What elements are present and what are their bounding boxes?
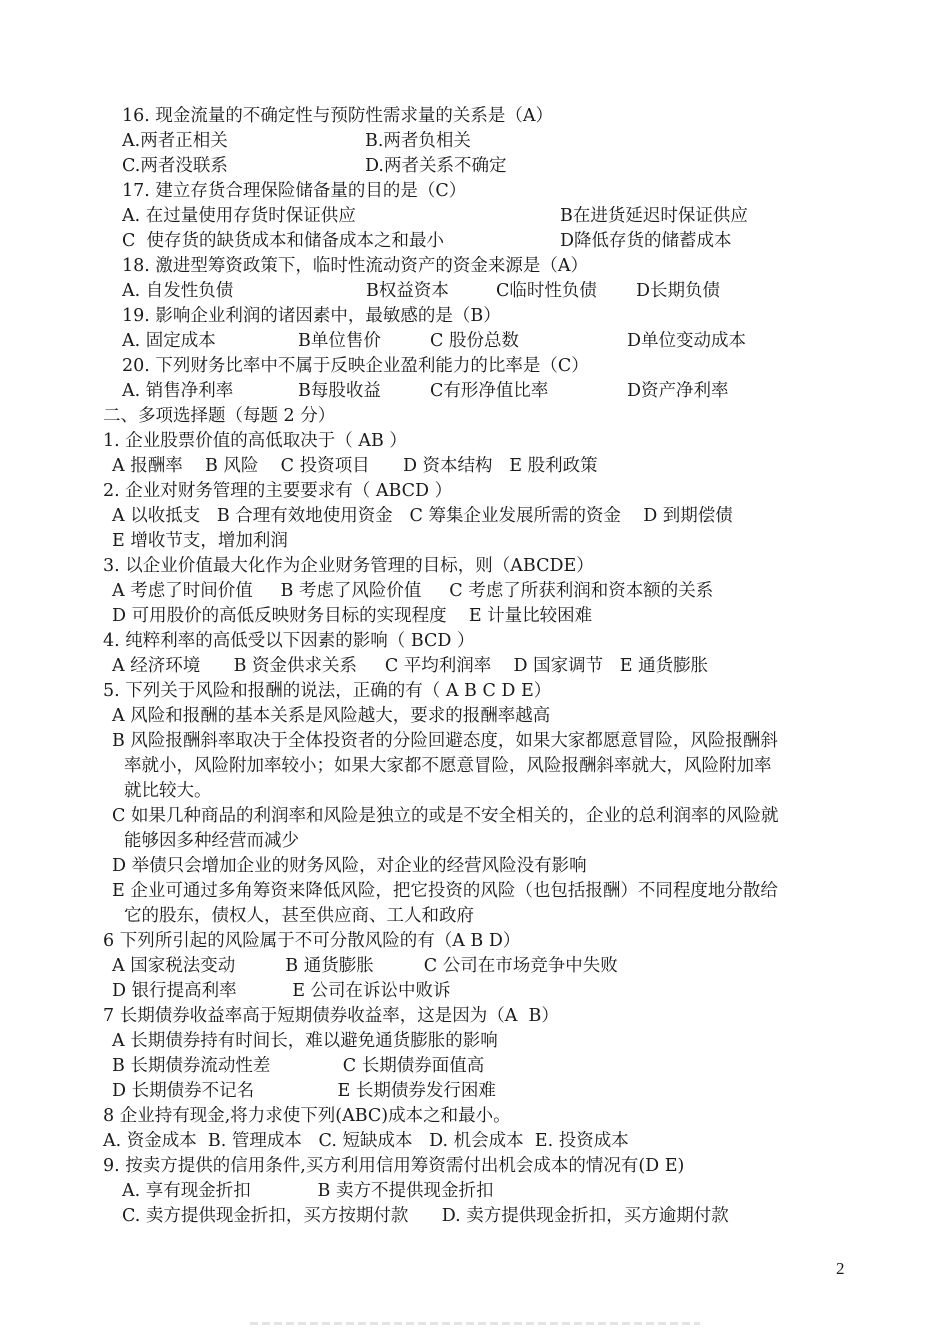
text-line-m5-c1: C 如果几种商品的利润率和风险是独立的或是不安全相关的，企业的总利润率的风险就 — [112, 806, 779, 826]
text-line-sec2: 二、多项选择题（每题 2 分） — [103, 406, 336, 426]
text-line-q19-c: C 股份总数 — [430, 331, 519, 351]
text-line-q17-c: C 使存货的缺货成本和储备成本之和最小 — [122, 231, 445, 251]
text-line-m1-opts: A 报酬率 B 风险 C 投资项目 D 资本结构 E 股利政策 — [112, 456, 598, 476]
text-line-q17-d: D降低存货的储蓄成本 — [560, 231, 732, 251]
text-line-q19-b: B单位售价 — [298, 331, 381, 351]
text-line-q17: 17. 建立存货合理保险储备量的目的是（C） — [122, 181, 467, 201]
text-line-q17-b: B在进货延迟时保证供应 — [560, 206, 748, 226]
text-line-m4: 4. 纯粹利率的高低受以下因素的影响（ BCD ） — [103, 631, 475, 651]
text-line-q18: 18. 激进型筹资政策下，临时性流动资产的资金来源是（A） — [122, 256, 589, 276]
page-number: 2 — [836, 1259, 845, 1278]
text-line-m7: 7 长期债券收益率高于短期债券收益率，这是因为（A B） — [103, 1006, 559, 1026]
text-line-q18-b: B权益资本 — [366, 281, 449, 301]
text-line-q19-a: A. 固定成本 — [122, 331, 216, 351]
text-line-m4-opts: A 经济环境 B 资金供求关系 C 平均利润率 D 国家调节 E 通货膨胀 — [112, 656, 709, 676]
text-line-m3-ab: A 考虑了时间价值 B 考虑了风险价值 C 考虑了所获利润和资本额的关系 — [112, 581, 714, 601]
text-line-q20-b: B每股收益 — [298, 381, 381, 401]
text-line-m5-a: A 风险和报酬的基本关系是风险越大，要求的报酬率越高 — [112, 706, 551, 726]
text-line-q16-a: A.两者正相关 — [122, 131, 228, 151]
text-line-m5-b1: B 风险报酬斜率取决于全体投资者的分险回避态度，如果大家都愿意冒险，风险报酬斜 — [112, 731, 778, 751]
text-line-q18-d: D长期负债 — [636, 281, 721, 301]
text-line-m5-c2: 能够因多种经营而减少 — [124, 831, 299, 851]
text-line-q17-a: A. 在过量使用存货时保证供应 — [122, 206, 356, 226]
text-line-m7-de: D 长期债券不记名 E 长期债券发行困难 — [112, 1081, 496, 1101]
text-line-m3-de: D 可用股价的高低反映财务目标的实现程度 E 计量比较困难 — [112, 606, 593, 626]
text-line-m2-opts: A 以收抵支 B 合理有效地使用资金 C 筹集企业发展所需的资金 D 到期偿债 — [112, 506, 733, 526]
text-line-m7-a: A 长期债券持有时间长，难以避免通货膨胀的影响 — [112, 1031, 498, 1051]
text-line-m9: 9. 按卖方提供的信用条件,买方利用信用筹资需付出机会成本的情况有(D E) — [103, 1156, 685, 1176]
text-line-m6-abc: A 国家税法变动 B 通货膨胀 C 公司在市场竞争中失败 — [112, 956, 618, 976]
text-line-m5-d: D 举债只会增加企业的财务风险，对企业的经营风险没有影响 — [112, 856, 587, 876]
text-line-q16-d: D.两者关系不确定 — [365, 156, 507, 176]
text-line-q20: 20. 下列财务比率中不属于反映企业盈利能力的比率是（C） — [122, 356, 589, 376]
text-line-m9-ab: A. 享有现金折扣 B 卖方不提供现金折扣 — [122, 1181, 494, 1201]
text-line-m5: 5. 下列关于风险和报酬的说法，正确的有（ A B C D E） — [103, 681, 552, 701]
text-line-q19-d: D单位变动成本 — [627, 331, 747, 351]
text-line-q20-d: D资产净利率 — [627, 381, 729, 401]
text-line-m6-de: D 银行提高利率 E 公司在诉讼中败诉 — [112, 981, 451, 1001]
text-line-m7-bc: B 长期债券流动性差 C 长期债券面值高 — [112, 1056, 485, 1076]
text-line-q20-c: C有形净值比率 — [430, 381, 549, 401]
text-line-m5-b2: 率就小，风险附加率较小；如果大家都不愿意冒险，风险报酬斜率就大，风险附加率 — [124, 756, 772, 776]
text-line-m9-cd: C. 卖方提供现金折扣，买方按期付款 D. 卖方提供现金折扣，买方逾期付款 — [122, 1206, 729, 1226]
footer-watermark — [250, 1322, 700, 1325]
text-line-q16-b: B.两者负相关 — [365, 131, 471, 151]
text-line-q16: 16. 现金流量的不确定性与预防性需求量的关系是（A） — [122, 106, 554, 126]
text-line-q19: 19. 影响企业利润的诸因素中，最敏感的是（B） — [122, 306, 501, 326]
text-line-m3: 3. 以企业价值最大化作为企业财务管理的目标，则（ABCDE） — [103, 556, 594, 576]
text-line-m1: 1. 企业股票价值的高低取决于（ AB ） — [103, 431, 407, 451]
text-line-q20-a: A. 销售净利率 — [122, 381, 234, 401]
text-line-q18-a: A. 自发性负债 — [122, 281, 234, 301]
text-line-m8-opts: A. 资金成本 B. 管理成本 C. 短缺成本 D. 机会成本 E. 投资成本 — [103, 1131, 629, 1151]
text-line-m5-e1: E 企业可通过多角筹资来降低风险，把它投资的风险（也包括报酬）不同程度地分散给 — [112, 881, 778, 901]
text-line-m5-e2: 它的股东，债权人，甚至供应商、工人和政府 — [124, 906, 474, 926]
text-line-m2: 2. 企业对财务管理的主要要求有（ ABCD ） — [103, 481, 453, 501]
text-line-m5-b3: 就比较大。 — [124, 781, 212, 801]
text-line-m8: 8 企业持有现金,将力求使下列(ABC)成本之和最小。 — [103, 1106, 511, 1126]
text-line-m6: 6 下列所引起的风险属于不可分散风险的有（A B D） — [103, 931, 521, 951]
text-line-m2-e: E 增收节支，增加利润 — [112, 531, 288, 551]
text-line-q18-c: C临时性负债 — [496, 281, 597, 301]
text-line-q16-c: C.两者没联系 — [122, 156, 228, 176]
